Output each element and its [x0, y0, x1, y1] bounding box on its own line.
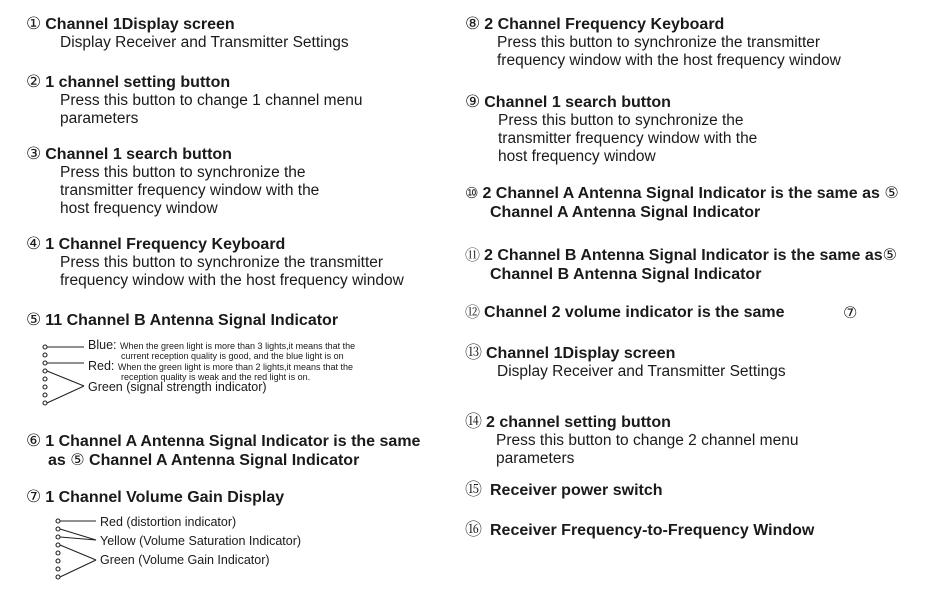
- leader-line: [60, 545, 96, 560]
- number-badge: ⑧: [465, 14, 481, 33]
- legend-green: [88, 381, 267, 393]
- item-13: [465, 343, 786, 381]
- desc-line: Press this button to synchronize the transmitter: [497, 34, 821, 51]
- leader-line: [60, 529, 96, 540]
- legend-text: Yellow (Volume Saturation Indicator): [100, 534, 302, 548]
- legend-vol-green: [100, 554, 270, 566]
- reference-badge: ⑦: [843, 305, 858, 322]
- desc-line: Press this button to synchronize the: [60, 164, 306, 181]
- item-title: Receiver Frequency-to-Frequency Window: [490, 522, 815, 539]
- item-1-title: [26, 14, 349, 34]
- desc-line: host frequency window: [60, 200, 218, 217]
- item-14-desc: [496, 432, 798, 468]
- item-title: Channel 1Display screen: [486, 345, 676, 362]
- item-16: [465, 520, 814, 540]
- item-title: Channel B Antenna Signal Indicator: [490, 266, 762, 283]
- legend-label: Red:: [88, 359, 115, 373]
- item-1-desc: [60, 34, 349, 52]
- item-title: 2 Channel Frequency Keyboard: [484, 16, 725, 33]
- number-badge: ⑨: [465, 92, 481, 111]
- item-4: [26, 234, 404, 290]
- led-dot: [56, 535, 60, 539]
- number-badge: ⑩: [465, 185, 479, 202]
- led-dot: [43, 345, 47, 349]
- legend-text: Green (signal strength indicator): [88, 380, 267, 394]
- led-dot: [56, 551, 60, 555]
- leader-line: [47, 386, 84, 403]
- item-11: [465, 246, 897, 284]
- number-badge: ③: [26, 144, 42, 163]
- desc-line: frequency window with the host frequency window: [60, 272, 404, 289]
- desc-line: transmitter frequency window with the: [60, 182, 320, 199]
- led-dot: [56, 543, 60, 547]
- led-dot: [43, 393, 47, 397]
- item-title: 1 channel setting button: [45, 74, 231, 91]
- reference-badge: ⑤: [882, 247, 897, 264]
- item-title: Receiver power switch: [490, 482, 663, 499]
- reference-badge: ⑤: [884, 185, 899, 202]
- item-12: [465, 303, 785, 322]
- item-9: [465, 92, 757, 166]
- number-badge: ⑤: [26, 310, 42, 329]
- legend-text: Red (distortion indicator): [100, 515, 237, 529]
- led-dot: [43, 369, 47, 373]
- item-title: 1 Channel Volume Gain Display: [45, 489, 285, 506]
- item-2-desc: [60, 92, 362, 128]
- led-dot: [56, 519, 60, 523]
- item-title: Channel 1 search button: [484, 94, 671, 111]
- item-15: [465, 480, 663, 500]
- desc-line: Display Receiver and Transmitter Settings: [497, 363, 786, 380]
- item-title: Channel A Antenna Signal Indicator: [89, 452, 360, 469]
- item-title: as: [48, 452, 66, 469]
- legend-text: Green (Volume Gain Indicator): [100, 553, 270, 567]
- legend-text: current reception quality is good, and the blue light is on: [121, 351, 344, 361]
- legend-label: Blue:: [88, 338, 117, 352]
- desc-line: Press this button to change 1 channel menu: [60, 92, 363, 109]
- desc-line: parameters: [496, 450, 575, 467]
- legend-text: reception quality is weak and the red light is on.: [121, 372, 311, 382]
- desc-line: Press this button to change 2 channel menu: [496, 432, 799, 449]
- legend-vol-yellow: [100, 535, 301, 547]
- number-badge: ⑭: [465, 412, 482, 431]
- item-title: 11 Channel B Antenna Signal Indicator: [45, 312, 339, 329]
- led-dot: [56, 527, 60, 531]
- leader-line: [47, 371, 84, 386]
- item-8-desc: [497, 34, 841, 70]
- led-dot: [43, 401, 47, 405]
- desc-line: host frequency window: [498, 148, 656, 165]
- led-dot: [43, 353, 47, 357]
- item-title: Channel 1Display screen: [45, 16, 235, 33]
- desc-line: Display Receiver and Transmitter Settings: [60, 34, 349, 51]
- item-1: [26, 14, 349, 52]
- desc-line: Press this button to synchronize the transmitter: [60, 254, 384, 271]
- led-dot: [43, 361, 47, 365]
- item-12-ref: [843, 303, 857, 323]
- item-title: 1 Channel A Antenna Signal Indicator is the same: [45, 433, 421, 450]
- desc-line: transmitter frequency window with the: [498, 130, 758, 147]
- led-dot: [56, 567, 60, 571]
- item-title: 2 channel setting button: [486, 414, 671, 431]
- number-badge: ②: [26, 72, 42, 91]
- item-9-desc: [498, 112, 757, 166]
- item-title: Channel A Antenna Signal Indicator: [490, 204, 761, 221]
- item-title: 2 Channel A Antenna Signal Indicator is the same as: [482, 185, 880, 202]
- item-title: 1 Channel Frequency Keyboard: [45, 236, 286, 253]
- led-dot: [56, 559, 60, 563]
- item-title: Channel 2 volume indicator is the same: [484, 304, 785, 321]
- led-dot: [43, 385, 47, 389]
- legend-text: When the green light is more than 3 lights,it means that the: [119, 341, 356, 351]
- item-7: [26, 487, 284, 507]
- item-3: [26, 144, 319, 218]
- leader-line: [60, 537, 96, 540]
- number-badge: ⑫: [465, 304, 481, 321]
- item-14: [465, 412, 798, 468]
- number-badge: ⑪: [465, 247, 481, 264]
- legend-text: When the green light is more than 2 lights,it means that the: [117, 362, 354, 372]
- number-badge: ⑬: [465, 343, 482, 362]
- desc-line: frequency window with the host frequency window: [497, 52, 841, 69]
- number-badge: ⑯: [465, 520, 482, 539]
- number-badge: ⑮: [465, 480, 482, 499]
- desc-line: Press this button to synchronize the: [498, 112, 744, 129]
- number-badge: ⑥: [26, 431, 42, 450]
- item-3-desc: [60, 164, 319, 218]
- item-8: [465, 14, 841, 70]
- number-badge: ④: [26, 234, 42, 253]
- number-badge: ⑦: [26, 487, 42, 506]
- item-title: 2 Channel B Antenna Signal Indicator is the same as: [484, 247, 883, 264]
- item-5: [26, 310, 338, 330]
- item-2: [26, 72, 362, 128]
- led-dot: [43, 377, 47, 381]
- reference-badge: ⑤: [70, 452, 85, 469]
- legend-vol-red: [100, 516, 236, 528]
- desc-line: parameters: [60, 110, 139, 127]
- item-10: [465, 184, 899, 222]
- led-dot: [56, 575, 60, 579]
- item-13-desc: [497, 363, 786, 381]
- number-badge: ①: [26, 14, 42, 33]
- leader-line: [60, 560, 96, 577]
- item-title: Channel 1 search button: [45, 146, 232, 163]
- item-4-desc: [60, 254, 404, 290]
- item-6: [26, 431, 420, 470]
